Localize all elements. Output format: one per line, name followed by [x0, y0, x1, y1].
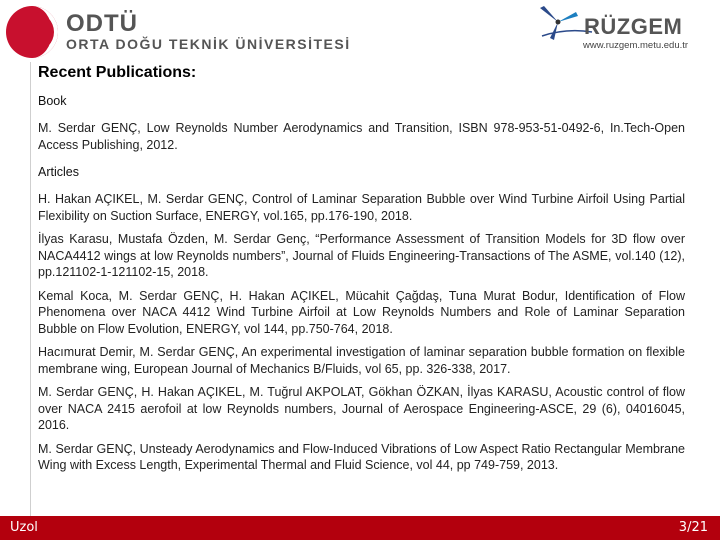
page-title: Recent Publications: — [38, 64, 197, 81]
odtu-full-name: ORTA DOĞU TEKNİK ÜNİVERSİTESİ — [66, 36, 351, 52]
ruzgem-name: RÜZGEM — [584, 14, 683, 39]
ruzgem-url: www.ruzgem.metu.edu.tr — [583, 40, 689, 51]
article-entry: H. Hakan AÇIKEL, M. Serdar GENÇ, Control of Laminar Separation Bubble over Wind Turbine Airfoil Using Partial Flexibility on Suction Surface, ENERGY, vol.165, pp.176-190, 2018. — [38, 192, 685, 223]
article-entry: İlyas Karasu, Mustafa Özden, M. Serdar Genç, “Performance Assessment of Transition Models for 3D flow over NACA4412 wings at low Reynolds numbers”, Journal of Fluids Engineering-Transactions of The ASME, vol.140 (12), pp.121102-1-121102-15, 2018. — [38, 232, 685, 279]
left-divider-line — [30, 62, 31, 516]
footer-author: Uzol — [10, 520, 38, 535]
odtu-short-name: ODTÜ — [66, 10, 138, 37]
book-entry: M. Serdar GENÇ, Low Reynolds Number Aerodynamics and Transition, ISBN 978-953-51-0492-6, In.Tech-Open Access Publishing, 2012. — [38, 121, 685, 152]
slide-footer — [0, 516, 720, 540]
slide-content — [38, 64, 685, 481]
article-entry: Kemal Koca, M. Serdar GENÇ, H. Hakan AÇIKEL, Mücahit Çağdaş, Tuna Murat Bodur, Identification of Flow Phenomena over NACA 4412 Wind Turbine Airfoil at Low Reynolds Numbers and Role of Laminar Separation Bubble on Flow Evolution, ENERGY, vol 144, pp.750-764, 2018. — [38, 288, 685, 336]
odtu-logo-icon — [4, 4, 60, 60]
slide-header — [0, 0, 720, 62]
page-number: 3/21 — [678, 520, 708, 535]
article-entry: Hacımurat Demir, M. Serdar GENÇ, An experimental investigation of laminar separation bubble formation on flexible membrane wing, European Journal of Mechanics B/Fluids, vol 65, pp. 326-338, 2017. — [38, 345, 685, 376]
articles-section-label: Articles — [38, 165, 79, 179]
book-section-label: Book — [38, 94, 67, 108]
article-entry: M. Serdar GENÇ, Unsteady Aerodynamics and Flow-Induced Vibrations of Low Aspect Ratio Rectangular Membrane Wing with Excess Length, Experimental Thermal and Fluid Science, vol 44, pp 749-759, 2013. — [38, 441, 685, 472]
article-entry: M. Serdar GENÇ, H. Hakan AÇIKEL, M. Tuğrul AKPOLAT, Gökhan ÖZKAN, İlyas KARASU, Acoustic control of flow over NACA 2415 aerofoil at low Reynolds numbers, Journal of Aerospace Engineering-ASCE, 29 (6), 04016045, 2016. — [38, 385, 685, 432]
